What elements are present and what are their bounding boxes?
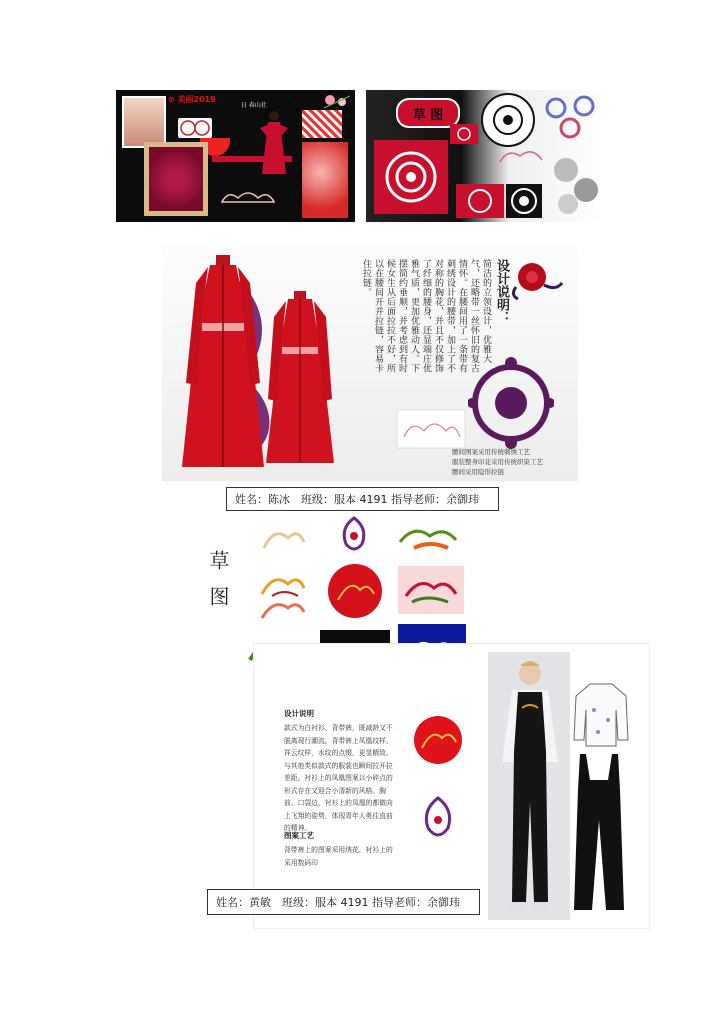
small-label: 日 春山社: [241, 102, 267, 109]
overalls-flat-sketch-image: [566, 750, 632, 914]
phoenix-purple-image: [334, 514, 374, 558]
pink-phoenix-tile-image: [398, 566, 464, 614]
phoenix-sketch-1-image: [260, 522, 308, 556]
black-medallion-image: [506, 184, 542, 218]
shirt-flat-sketch-image: [572, 680, 630, 750]
grey-flowers-image: [550, 156, 600, 216]
phoenix-green-orange-image: [396, 522, 460, 556]
red-phoenix-roundel-image: [414, 716, 462, 764]
sketch-badge-text: 草 图: [412, 107, 444, 123]
red-coat-back-image: [264, 289, 336, 469]
design2-body: 款式为白衬衫、背带裤，既减龄又不脱离现行潮流。背带裤上凤凰纹样、祥云纹样，水纹的点缀，更显精致。与其他类似款式的服装也瞬间拉开拉差距。衬衫上的凤凰图案以小碎点的形式存在又迎合小清新的风格。胸前、口袋边，衬衫上的凤凰的都做向上飞翔的姿势，体现青年人勇往直前的精神。: [284, 724, 393, 832]
design2-title: 设计说明: [284, 709, 314, 718]
framed-embroidery-image: [144, 142, 208, 216]
check-pattern-image: [302, 110, 342, 138]
blue-motif-image: [542, 94, 600, 140]
red-circle-block-image: [450, 124, 478, 144]
student-caption-1: 姓名：陈冰 班级：服本 4191 指导老师：余御玮: [226, 487, 499, 511]
purple-phoenix-image: [418, 794, 458, 846]
red-motif-image: [456, 184, 504, 218]
cloud-motif-image: [218, 186, 278, 210]
craft-note-2: 服装整身印花采用传统织染工艺: [452, 458, 543, 466]
design-board-1: [162, 245, 578, 481]
design-description-title: 设计说明：: [494, 259, 509, 324]
design2-craft-title: 图案工艺: [284, 831, 314, 840]
design2-craft-body: 背带裤上的图案采用绣花，衬衫上的采用数码印: [284, 846, 393, 867]
brand-label: ⊙ 美丽2019: [168, 95, 216, 104]
red-dress-image: [256, 110, 292, 174]
medallion-image: [480, 92, 536, 148]
red-roundel-image: [328, 564, 382, 618]
swatch-image: [178, 118, 212, 138]
craft-note-1: 腰间图案采用传统刺绣工艺: [452, 448, 530, 456]
pink-motif-image: [496, 142, 546, 170]
sketch-title: 草图: [206, 550, 230, 622]
flower-branch-image: [322, 92, 352, 110]
red-bar: [212, 156, 292, 162]
purple-medallion-image: [468, 357, 554, 449]
moodboard-right: [366, 90, 604, 222]
model-photo-image: [488, 652, 570, 920]
student-caption-2: 姓名：黄敏 班级：服本 4191 指导老师：余御玮: [207, 889, 480, 915]
floral-fabric-image: [302, 142, 348, 218]
moodboard-left: [116, 90, 355, 222]
red-peony-icon: [508, 255, 564, 303]
portrait-image: [122, 96, 166, 148]
design-board-2: [253, 643, 650, 929]
craft-note-3: 腰间采用隐形拉链: [452, 468, 504, 476]
red-flower-block-image: [374, 140, 448, 214]
design-description-text: 简洁的立领设计，优雅大气，还略带一丝怀旧的复古情怀。在腰间用了一条带有刺绣设计的腰带，加上了不对称的胸花，并且不仅修饰了纤细的腰身，还显端庄优雅气质，更加优雅动人。下摆简约垂顺，并考虑到有时候女生从后面拉拉不好，所以在腰间开并拉链，容易卡住拉链。: [361, 259, 491, 373]
phoenix-sketch-3-image: [258, 592, 308, 628]
red-coat-front-image: [180, 253, 266, 475]
cloud-pattern-image: [396, 409, 466, 449]
